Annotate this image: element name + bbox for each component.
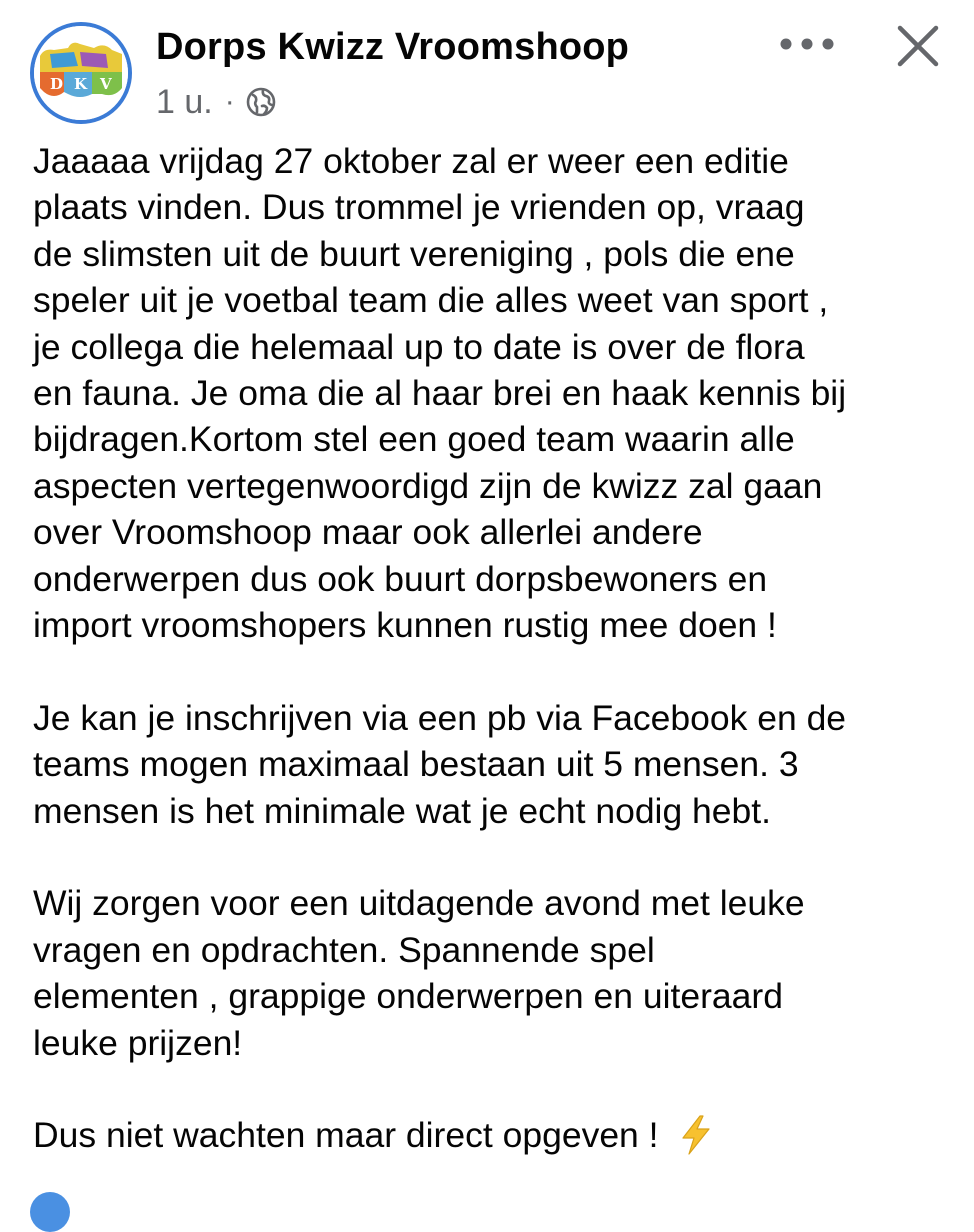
more-dots-icon [772,34,842,54]
page-name[interactable]: Dorps Kwizz Vroomshoop [156,26,630,68]
close-button[interactable] [888,16,948,76]
globe-icon[interactable] [245,86,277,118]
page-avatar[interactable] [30,22,132,124]
avatar-letter-k: K [74,75,88,93]
next-item-avatar-peek [30,1192,70,1232]
close-icon [896,24,940,68]
post-paragraph-1: Jaaaaa vrijdag 27 oktober zal er weer een editie plaats vinden. Dus trommel je vrienden op, vraag de slimsten uit de buurt vereniging , pols die ene speler uit je voetbal team die alles weet van sport , je collega die helemaal up to date is over de flora en fauna. Je oma die al haar brei en haak kennis bij bijdragen.Kortom stel een goed team waarin alle aspecten vertegenwoordigd zijn de kwizz zal gaan over Vroomshoop maar ook allerlei andere onderwerpen dus ook buurt dorpsbewoners en import vroomshopers kunnen rustig mee doen ! [33,141,847,646]
avatar-logo-icon [34,26,128,120]
avatar-letter-v: V [100,75,112,93]
meta-separator: · [224,85,235,118]
post-meta [156,80,277,124]
lightning-icon [679,1115,713,1155]
more-options-button[interactable] [772,22,842,66]
post-text [33,138,963,1159]
post-paragraph-4-text: Dus niet wachten maar direct opgeven ! [33,1115,659,1156]
post-time[interactable]: 1 u. [156,82,213,121]
avatar-letter-d: D [50,75,64,93]
post-header [0,0,974,130]
post-paragraph-2: Je kan je inschrijven via een pb via Facebook en de teams mogen maximaal bestaan uit 5 mensen. 3 mensen is het minimale wat je echt nodig hebt. [33,697,847,831]
post-paragraph-3: Wij zorgen voor een uitdagende avond met leuke vragen en opdrachten. Spannende spel elementen , grappige onderwerpen en uiteraard leuke prijzen! [33,883,805,1063]
post-paragraph-4 [33,1112,963,1158]
